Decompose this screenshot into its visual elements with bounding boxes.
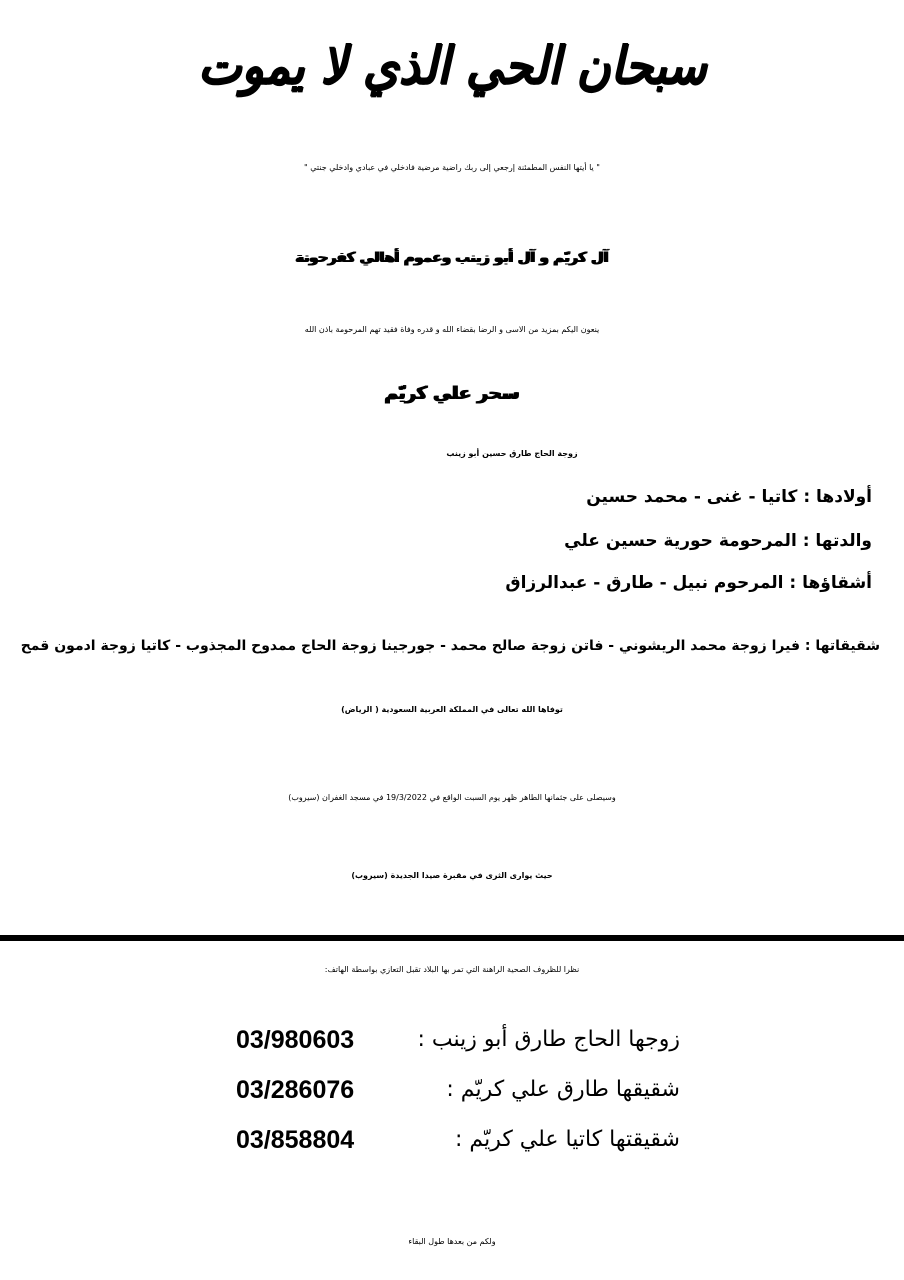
contact-phone: 03/286076 [236, 1076, 355, 1104]
contact-row [230, 1018, 680, 1062]
children-line: أولادها : كاتيا - غنى - محمد حسين [586, 487, 872, 507]
header-calligraphy: سبحان الحي الذي لا يموت [197, 34, 707, 96]
contact-label: شقيقها طارق علي كريّم : [446, 1077, 680, 1102]
contact-row [230, 1118, 680, 1162]
announcement-text: ينعون اليكم بمزيد من الاسى و الرضا بقضاء الله و قدره وفاة فقيد تهم المرحومة باذن الله [304, 325, 600, 334]
wife-of-text: زوجة الحاج طارق حسين أبو زينب [446, 449, 578, 458]
contact-label: شقيقتها كاتيا علي كريّم : [455, 1127, 680, 1152]
brothers-line: أشقاؤها : المرحوم نبيل - طارق - عبدالرزاق [505, 573, 872, 593]
quran-verse: " يا أيتها النفس المطمئنة إرجعي إلى ربك راضية مرضية فادخلي في عبادي وادخلي جنتي " [304, 163, 600, 172]
burial-text: حيث يوارى الثرى في مقبرة صيدا الجديدة (سيروب) [351, 871, 553, 880]
closing-text: ولكم من بعدها طول البقاء [408, 1237, 496, 1246]
sisters-line: شقيقاتها : فيرا زوجة محمد الريشوني - فاتن زوجة صالح محمد - جورجينا زوجة الحاج ممدوح المجذوب - كاتيا زوجة ادمون قمح [20, 638, 880, 654]
funeral-prayer-text: وسيصلى على جثمانها الطاهر ظهر يوم السبت الواقع في 19/3/2022 في مسجد الغفران (سيروب) [288, 793, 616, 802]
contact-label: زوجها الحاج طارق أبو زينب : [417, 1027, 680, 1052]
condolence-note: نظرا للظروف الصحية الراهنة التي تمر بها البلاد تقبل التعازي بواسطة الهاتف: [324, 965, 580, 974]
death-place-text: توفاها الله تعالى في المملكة العربية السعودية ( الرياض) [341, 705, 563, 714]
contact-phone: 03/858804 [236, 1126, 355, 1154]
section-divider [0, 935, 904, 941]
contact-row [230, 1068, 680, 1112]
contact-phone: 03/980603 [236, 1026, 355, 1054]
mother-line: والدتها : المرحومة حورية حسين علي [564, 531, 872, 551]
families-title: آل كريّم و آل أبو زينب وعموم أهالي كفرحونة [295, 250, 609, 266]
deceased-name: سحر علي كريّم [384, 383, 520, 404]
